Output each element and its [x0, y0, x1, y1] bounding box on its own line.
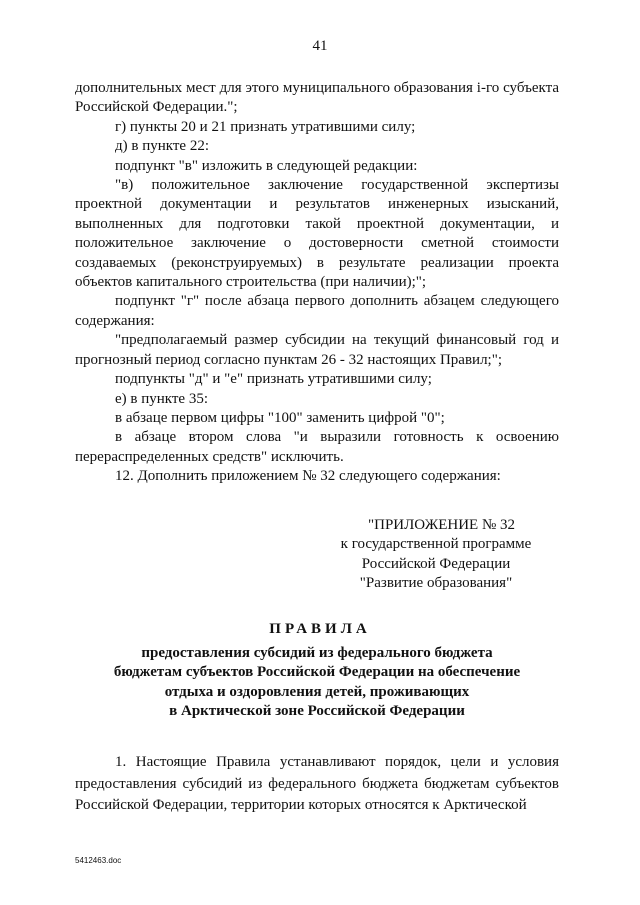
- paragraph: в абзаце первом цифры "100" заменить цифрой "0";: [115, 409, 445, 426]
- subtitle-line: отдыха и оздоровления детей, проживающих: [164, 683, 470, 700]
- paragraph: в абзаце втором слова "и выразили готовность к освоению перераспределенных средств" исключить.: [75, 429, 559, 465]
- page-number: 41: [312, 38, 328, 54]
- rules-body: [75, 752, 559, 817]
- appendix-header: [318, 516, 554, 594]
- paragraph: 12. Дополнить приложением № 32 следующего содержания:: [115, 468, 501, 485]
- paragraph: подпункты "д" и "е" признать утратившими силу;: [115, 371, 432, 388]
- rules-subtitle: [75, 644, 559, 722]
- paragraph: подпункт "в" изложить в следующей редакции:: [115, 157, 418, 174]
- appendix-line: Российской Федерации: [361, 555, 511, 572]
- document-id: 5412463.doc: [75, 856, 122, 865]
- paragraph: "в) положительное заключение государственной экспертизы проектной документации и результатов инженерных изысканий, выполненных для подготовки такой проектной документации, и положительное заключение о достоверности сметной стоимости создаваемых (реконструируемых) в результате реализации проекта объектов капитального строительства (при наличии);";: [75, 177, 559, 291]
- paragraph: е) в пункте 35:: [115, 390, 209, 407]
- appendix-line: "Развитие образования": [359, 575, 513, 592]
- amendment-text: [75, 79, 559, 487]
- paragraph: подпункт "г" после абзаца первого дополнить абзацем следующего содержания:: [75, 293, 559, 329]
- rules-heading: ПРАВИЛА: [269, 621, 371, 637]
- subtitle-line: предоставления субсидий из федерального бюджета: [141, 645, 493, 661]
- subtitle-line: в Арктической зоне Российской Федерации: [169, 703, 465, 720]
- paragraph: д) в пункте 22:: [115, 138, 209, 155]
- paragraph: "предполагаемый размер субсидии на текущий финансовый год и прогнозный период согласно пунктам 26 - 32 настоящих Правил;";: [75, 332, 559, 368]
- appendix-title: "ПРИЛОЖЕНИЕ № 32: [368, 517, 516, 533]
- paragraph: дополнительных мест для этого муниципального образования i-го субъекта Российской Федерации.";: [75, 80, 559, 116]
- subtitle-line: бюджетам субъектов Российской Федерации на обеспечение: [113, 664, 521, 681]
- appendix-line: к государственной программе: [340, 536, 532, 553]
- paragraph: г) пункты 20 и 21 признать утратившими силу;: [115, 118, 416, 135]
- paragraph: 1. Настоящие Правила устанавливают порядок, цели и условия предоставления субсидий из федерального бюджета бюджетам субъектов Российской Федерации, территории которых относятся к Арктической: [75, 754, 559, 813]
